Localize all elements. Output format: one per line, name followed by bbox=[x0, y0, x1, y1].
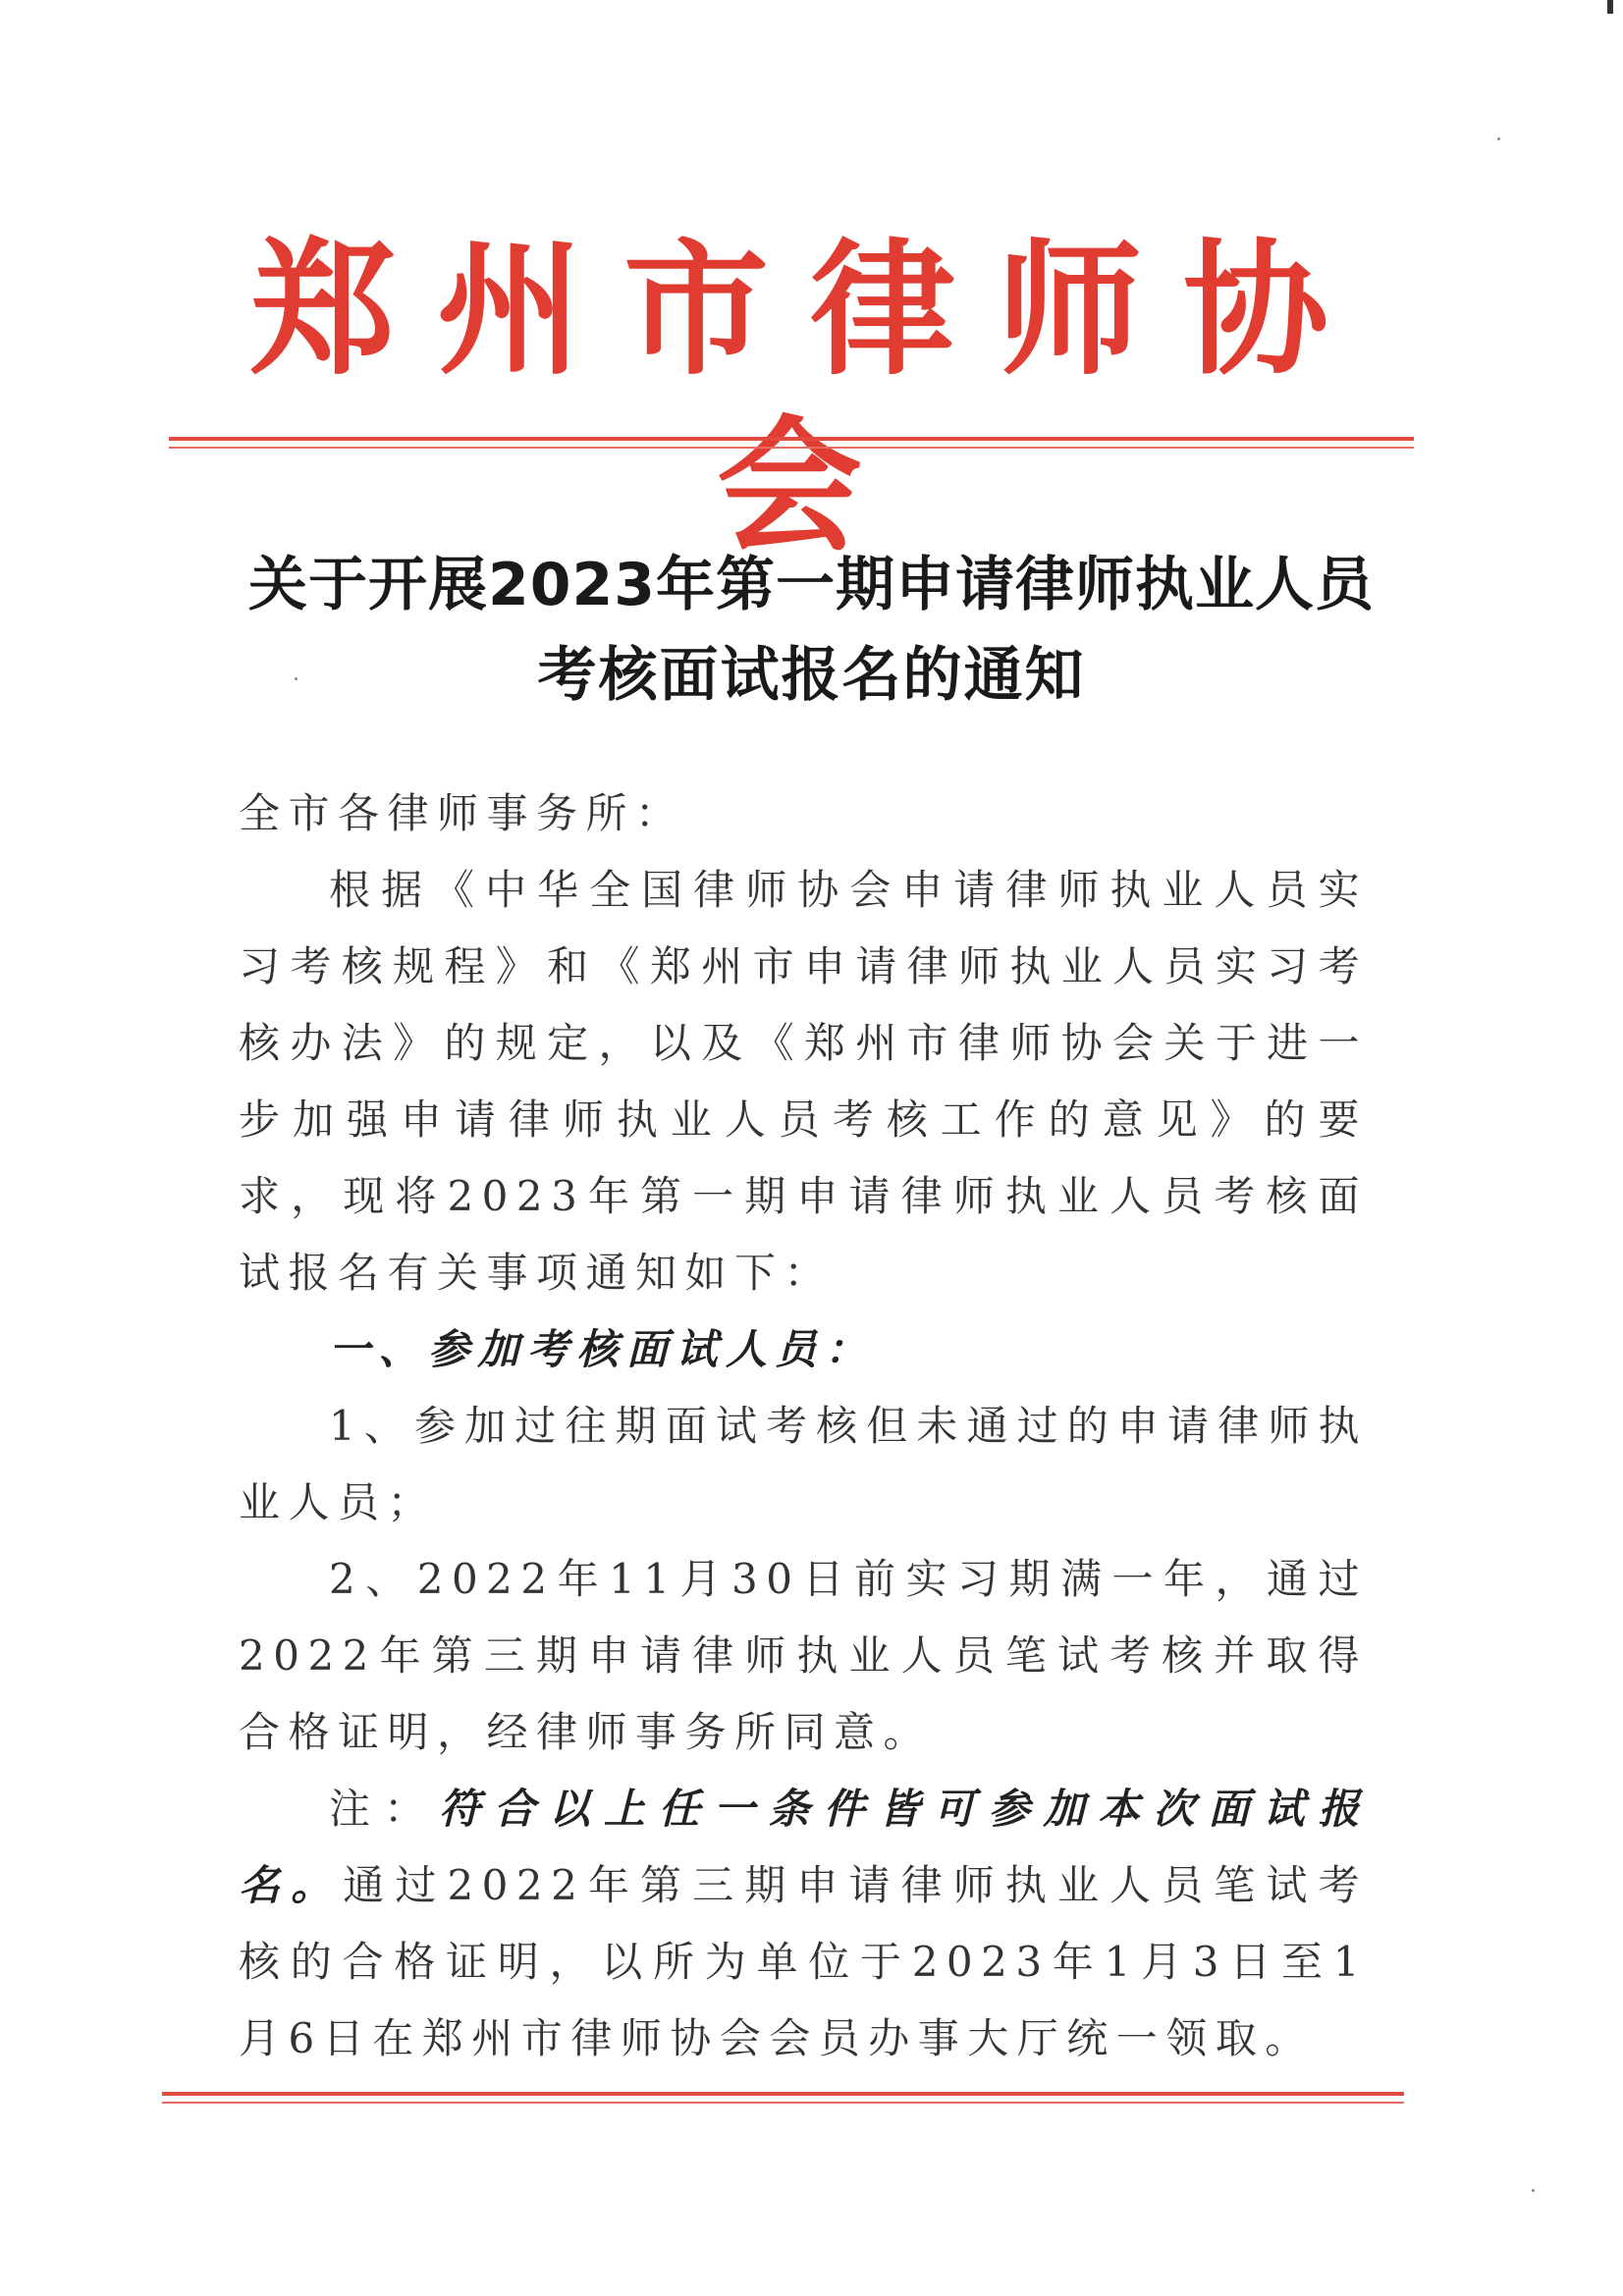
notice-title-line2: 考核面试报名的通知 bbox=[537, 641, 1086, 710]
scan-speck bbox=[295, 677, 298, 680]
condition-item-1: 1、参加过往期面试考核但未通过的申请律师执业人员； bbox=[239, 1402, 1368, 1526]
note-emphasis: 符合以上任一条件皆可参加本次面试报名。 bbox=[239, 1785, 1368, 1909]
note-paragraph bbox=[239, 1771, 1368, 2077]
letterhead-red-rule bbox=[169, 437, 1414, 441]
footer-red-rule-thin bbox=[162, 2102, 1404, 2104]
intro-paragraph: 根据《中华全国律师协会申请律师执业人员实习考核规程》和《郑州市申请律师执业人员实习考核办法》的规定，以及《郑州市律师协会关于进一步加强申请律师执业人员考核工作的意见》的要求，现将2023年第一期申请律师执业人员考核面试报名有关事项通知如下： bbox=[239, 866, 1368, 1297]
scan-speck bbox=[1532, 2189, 1535, 2192]
section-heading: 一、参加考核面试人员： bbox=[329, 1325, 875, 1373]
scan-speck bbox=[1497, 137, 1500, 140]
note-label: 注： bbox=[329, 1785, 439, 1833]
salutation: 全市各律师事务所： bbox=[239, 789, 685, 837]
letterhead-title: 郑州市律师协会 bbox=[250, 224, 1370, 571]
condition-item-2: 2、2022年11月30日前实习期满一年，通过2022年第三期申请律师执业人员笔试考核并取得合格证明，经律师事务所同意。 bbox=[239, 1555, 1368, 1756]
notice-title-line1: 关于开展2023年第一期申请律师执业人员 bbox=[248, 551, 1375, 619]
footer-red-rule bbox=[162, 2092, 1404, 2096]
letterhead-red-rule-thin bbox=[169, 447, 1414, 449]
scan-artifact bbox=[1607, 0, 1613, 14]
note-rest: 通过2022年第三期申请律师执业人员笔试考核的合格证明，以所为单位于2023年1月3日至1月6日在郑州市律师协会会员办事大厅统一领取。 bbox=[239, 1861, 1368, 2062]
notice-body bbox=[239, 775, 1368, 2077]
